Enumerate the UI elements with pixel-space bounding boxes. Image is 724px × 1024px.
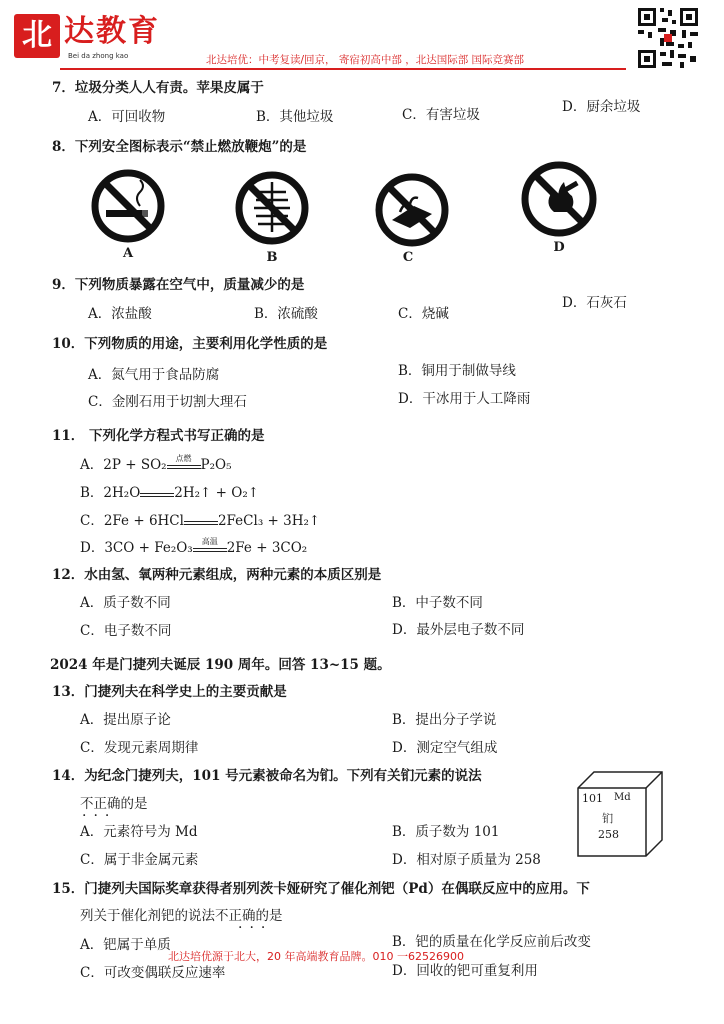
q8-stem: 8．下列安全图标表示“禁止燃放鞭炮”的是 bbox=[52, 139, 307, 155]
q7-option-b: B．其他垃圾 bbox=[256, 109, 334, 125]
q13-option-b: B．提出分子学说 bbox=[392, 712, 497, 728]
no-smoking-icon bbox=[90, 168, 166, 244]
q14-option-a: A．元素符号为 Md bbox=[80, 824, 198, 840]
q11-option-b: B．2H₂O 2H₂↑ + O₂↑ bbox=[80, 485, 260, 501]
q9-option-d: D．石灰石 bbox=[562, 295, 627, 311]
q13-option-c: C．发现元素周期律 bbox=[80, 740, 199, 756]
header-divider bbox=[60, 68, 626, 70]
q15-stem: 15．门捷列夫国际奖章获得者别列茨卡娅研究了催化剂钯（Pd）在偶联反应中的应用。下 bbox=[52, 881, 590, 897]
q7-option-c: C．有害垃圾 bbox=[402, 107, 480, 123]
element-mass: 258 bbox=[598, 828, 619, 841]
q8-label-b: B bbox=[266, 250, 278, 265]
q8-label-d: D bbox=[553, 240, 565, 255]
q7-option-d: D．厨余垃圾 bbox=[562, 99, 641, 115]
emphasis-dots: ··· bbox=[82, 808, 117, 824]
q7-option-a: A．可回收物 bbox=[88, 109, 166, 125]
q9-stem: 9．下列物质暴露在空气中，质量减少的是 bbox=[52, 277, 305, 293]
footer-slogan: 北达培优源于北大，20 年高端教育品牌。010 一62526900 bbox=[168, 950, 464, 963]
q11-option-a: A．2P + SO₂ 点燃 P₂O₅ bbox=[80, 453, 232, 473]
no-burning-icon bbox=[374, 172, 450, 248]
no-firecrackers-icon bbox=[234, 170, 310, 246]
q12-option-a: A．质子数不同 bbox=[80, 595, 171, 611]
element-symbol: Md bbox=[614, 792, 631, 803]
q10-option-c: C．金刚石用于切割大理石 bbox=[88, 394, 247, 410]
q14-stem: 14．为纪念门捷列夫，101 号元素被命名为钔。下列有关钔元素的说法 bbox=[52, 768, 482, 784]
q8-label-a: A bbox=[122, 246, 134, 261]
q15-stem-cont: 列关于催化剂钯的说法不正确的是 bbox=[80, 908, 283, 924]
q8-label-c: C bbox=[402, 250, 414, 265]
q14-option-b: B．质子数为 101 bbox=[392, 824, 500, 840]
q14-option-c: C．属于非金属元素 bbox=[80, 852, 199, 868]
q10-option-a: A．氮气用于食品防腐 bbox=[88, 367, 220, 383]
q15-option-c: C．可改变偶联反应速率 bbox=[80, 965, 226, 981]
header-slogan: 北达培优：中考复读/回京， 寄宿初高中部 ，北达国际部 国际竞赛部 bbox=[206, 54, 525, 66]
element-name: 钔 bbox=[602, 812, 613, 825]
q9-option-c: C．烧碱 bbox=[398, 306, 449, 322]
q12-stem: 12．水由氢、氧两种元素组成，两种元素的本质区别是 bbox=[52, 567, 382, 583]
q13-option-d: D．测定空气组成 bbox=[392, 740, 498, 756]
logo-name: 达教育 bbox=[64, 14, 160, 49]
q11-stem: 11． 下列化学方程式书写正确的是 bbox=[52, 428, 265, 444]
q12-option-d: D．最外层电子数不同 bbox=[392, 622, 525, 638]
q15-option-d: D．回收的钯可重复利用 bbox=[392, 963, 538, 979]
logo-pinyin: Bei da zhong kao bbox=[68, 52, 129, 60]
q11-option-d: D．3CO + Fe₂O₃ 高温 2Fe + 3CO₂ bbox=[80, 536, 308, 556]
q13-option-a: A．提出原子论 bbox=[80, 712, 171, 728]
q15-option-b: B．钯的质量在化学反应前后改变 bbox=[392, 934, 591, 950]
q12-option-b: B．中子数不同 bbox=[392, 595, 483, 611]
q14-stem-cont: 不正确的是 bbox=[80, 796, 148, 812]
section-intro: 2024 年是门捷列夫诞辰 190 周年。回答 13~15 题。 bbox=[50, 657, 391, 673]
q14-option-d: D．相对原子质量为 258 bbox=[392, 852, 541, 868]
q13-stem: 13．门捷列夫在科学史上的主要贡献是 bbox=[52, 684, 287, 700]
q9-option-a: A．浓盐酸 bbox=[88, 306, 152, 322]
q11-option-c: C．2Fe + 6HCl 2FeCl₃ + 3H₂↑ bbox=[80, 513, 321, 529]
emphasis-dots: ··· bbox=[238, 920, 273, 936]
no-open-flame-icon bbox=[520, 160, 598, 238]
q12-option-c: C．电子数不同 bbox=[80, 623, 172, 639]
q10-stem: 10．下列物质的用途，主要利用化学性质的是 bbox=[52, 336, 328, 352]
element-card bbox=[574, 768, 666, 860]
logo-mark: 北 bbox=[14, 14, 60, 58]
q10-option-b: B．铜用于制做导线 bbox=[398, 363, 516, 379]
q10-option-d: D．干冰用于人工降雨 bbox=[398, 391, 531, 407]
qr-code-icon bbox=[636, 6, 700, 70]
element-number: 101 bbox=[582, 792, 603, 805]
q7-stem: 7．垃圾分类人人有责。苹果皮属于 bbox=[52, 80, 264, 96]
q15-option-a: A．钯属于单质 bbox=[80, 937, 171, 953]
q9-option-b: B．浓硫酸 bbox=[254, 306, 318, 322]
